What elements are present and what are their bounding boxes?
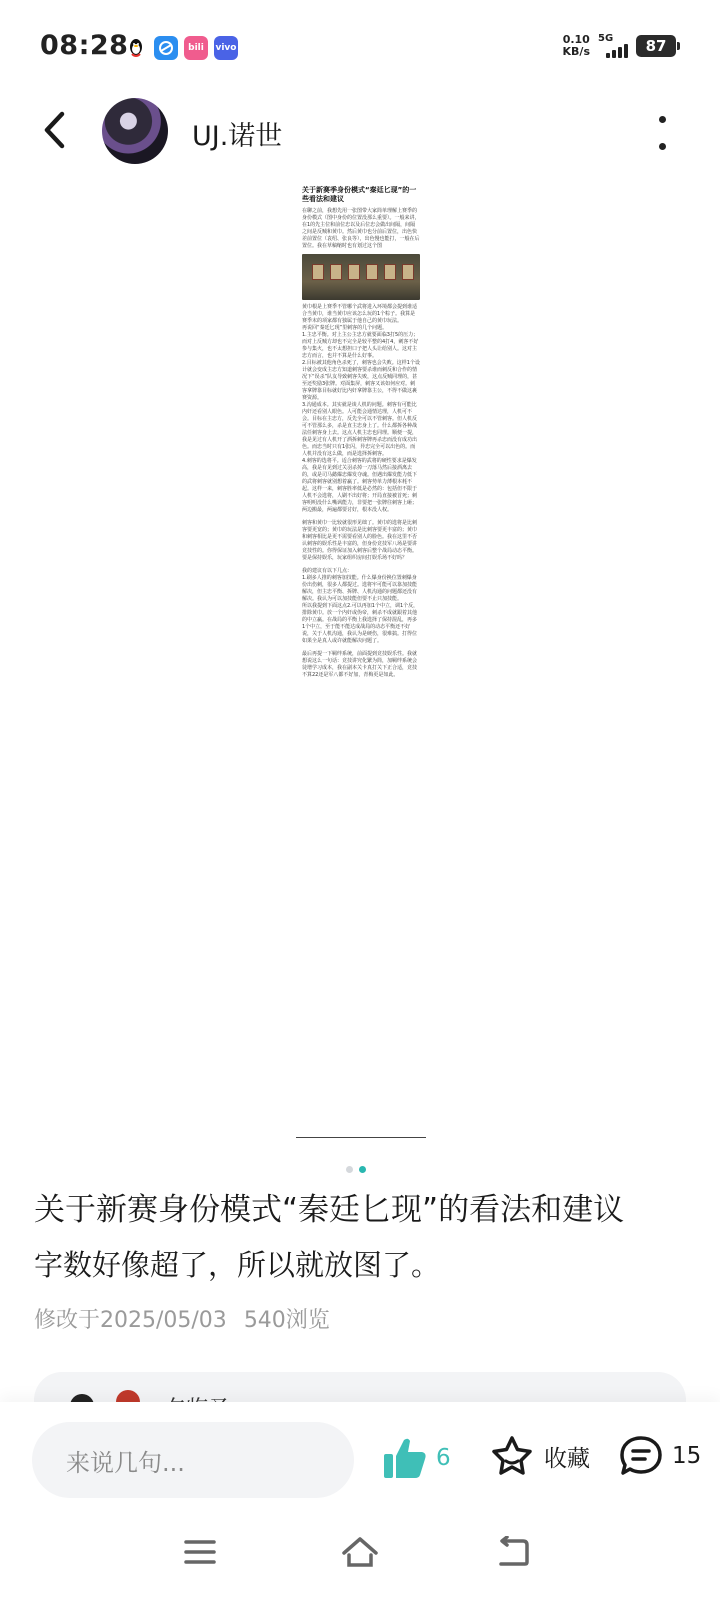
- network-type: 5G: [598, 33, 614, 44]
- comments-button[interactable]: [618, 1434, 701, 1478]
- system-nav-bar: [0, 1518, 720, 1600]
- signal-indicator: [598, 34, 628, 58]
- net-speed: [563, 34, 590, 58]
- image-paragraph: 最后再提一下羁绊系统，前面提到竞技娱乐性。我就想说这么一句话：竞技讲究化繁为简，加羁绊系统会徒增学习成本，我在副本关卡真打关下正合适，竞技不算22还是军八都不好加，青梅更是如此。: [302, 651, 418, 678]
- browser-icon: [154, 36, 178, 60]
- image-paragraph: 3.沟通成本。其实就是谈人机的问题。刺客有可能比内奸还看别人眼色。人可能会通情达理，人机可不会。目标在主忠方，反先全可以不管刺客。但人机反可不管那么多，杀是直主忠身上了。什么都拆各种战法任刺客身上去。这点人机主忠也同理。顺便一提，我是见过有人机开了酒拆刺客牌再杀忠而没有成功出色。而忠当时只有1张闪，异忠完全可以出色的。而人机并没有这么做，而是选择拆刺客。: [302, 402, 418, 457]
- pagination-dot-active: [359, 1166, 366, 1173]
- status-app-icons: [124, 36, 238, 60]
- thumbs-up-icon: [382, 1436, 428, 1480]
- pagination-dot: [346, 1166, 353, 1173]
- image-paragraph: 1.主忠平衡。对上主公主忠方就要面临3打5的压力；而对上反贼方却也不完全是较平整的4打4，刺客不好参与集火，也不太想担口子把人头让给别人。这对主忠方而言，也并不算是什么好事。: [302, 332, 419, 359]
- image-paragraph: 2.目标被其他角色杀死了，刺客也会失败。这样1个设计就会变成主忠方知道刺客要杀谁而刺反和合作的情况下“误杀”队友导致刺客失败，这点反贼同理的，甚至还奖励3张牌。对面集屏，刺客又该如何应对。刺客拿牌靠目标就好比内奸拿牌靠主公，不得不做这裹赛资源。: [302, 360, 420, 401]
- status-bar: [0, 0, 720, 96]
- post-body: 字数好像超了，所以就放图了。: [34, 1248, 441, 1282]
- post-title: 关于新赛身份模式“秦廷匕现”的看法和建议: [34, 1192, 625, 1228]
- image-paragraph: 1.刷多人推的刺客加技能。什么爆身份换位置刺爆身份出伤刺，很多人都提过。选将牢可能可以靠加技能解决，但主忠平衡、拆牌、人机沟通的问题都还没有解决。我认为可以加技能但要不止只加技能。: [302, 575, 418, 602]
- return-icon: [493, 1536, 531, 1568]
- net-speed-value: 0.10: [562, 33, 590, 46]
- image-paragraph: 刺客和黄巾一比较就很形见绌了。黄巾的选将是比刺客要更宽的；黄巾的玩法是比刺客要更丰富的；黄巾和刺客相比是更不需要看别人的脸色。我在这里不否认刺客的娱乐性是丰富的，但身份竞技军八场是要讲竞技性的。你得保证加入刺客后整个战局动态平衡。要是保持娱乐，玩家组织房间打娱乐场不好吗？: [302, 520, 418, 561]
- username[interactable]: UJ.诺世: [192, 121, 283, 152]
- status-time: 08:28: [40, 30, 129, 61]
- post-modified-date: 修改于2025/05/03: [34, 1308, 227, 1333]
- menu-icon: [183, 1538, 217, 1566]
- qq-penguin-icon: [124, 36, 148, 60]
- image-paragraph: 再说回“秦廷匕现”里刺客的几个问题。: [302, 325, 388, 331]
- battery-level: 87: [645, 37, 667, 55]
- avatar[interactable]: [102, 98, 168, 164]
- like-button[interactable]: [382, 1436, 451, 1480]
- post-image[interactable]: [296, 180, 426, 1138]
- bottom-action-bar: [0, 1402, 720, 1518]
- game-screenshot-thumbnail: [302, 254, 420, 300]
- image-paragraph: 我的建议有以下几点：: [302, 568, 353, 574]
- image-paragraph: 黄巾根是上赛季不管哪个武将进入环境都会提到谁适合当黄巾，谁当黄巾应该怎么玩的1个粽子。我算是赛季末的项家都有独属于他自己的黄巾玩法。: [302, 304, 418, 324]
- chevron-left-icon: [42, 111, 66, 149]
- post-header: [0, 90, 720, 170]
- comment-input[interactable]: [32, 1422, 354, 1498]
- comment-count: 15: [672, 1443, 702, 1469]
- star-icon: [490, 1434, 534, 1478]
- vivo-text: vivo: [215, 43, 237, 53]
- menu-nav-button[interactable]: [178, 1532, 222, 1572]
- image-paragraph: 在聊之前，我想先用一张图带大家简单理解上赛季的身份模式（图中身份的位置没那么重要）。一般来讲，在1的先主位和前位忠以及后位忠会做出间隔，间隔之间是反贼和黄巾。然后黄巾也分前后置位，出色快差前置位（袁绍、张良等），出色慢也能打，一般在后置位。我在草稿缩时也有划过这个图: [302, 208, 420, 249]
- favorite-button[interactable]: [490, 1434, 590, 1478]
- image-paragraph: 所以我提到下面这点2.可以再加1个中立，调1个反，排除黄巾。放一个内奸或伪帝，刺杀不成就跟着其他的中立赢。在战局的平衡上我选择了保持混乱，再多1个中立，至于能不能达成战局的动态平衡还不好说，关于人机沟通，我认为是硬伤，很难搞。打得位如果全是真人或许就能解决问题了。: [302, 603, 419, 644]
- net-speed-unit: KB/s: [562, 45, 590, 58]
- bilibili-icon: [184, 36, 208, 60]
- bilibili-text: bili: [188, 43, 204, 53]
- vivo-icon: [214, 36, 238, 60]
- image-title: 关于新赛季身份模式“秦廷匕现”的一些看法和建议: [302, 186, 417, 203]
- favorite-label: 收藏: [544, 1445, 590, 1472]
- comment-bubble-icon: [618, 1434, 664, 1478]
- like-count: 6: [436, 1445, 451, 1471]
- comment-input-placeholder: 来说几句...: [66, 1448, 185, 1477]
- more-options-icon[interactable]: [654, 116, 670, 150]
- post-view-count: 540浏览: [243, 1308, 330, 1333]
- image-paragraph: 4.刺客的选将平。适合刺客的武将的硬性要求是爆发高，我是有见到过关羽杀掉一刀落马然后接酒离去的，或是司马懿爆忠爆发夺魂。但遇出爆发能力低下的武将刺客就别想着赢了。刺客势单力薄根本耗不起。这样一来，刺客胜率低是必然的：包括但不限于人机不会选将，人刷不出好将；开局直接被首死；刺客明明没什么嘴讽能力，非要把一张牌往刺客上砸；两边搬最，两遍都要讨好，根本没人权。: [302, 458, 418, 513]
- post-meta: [34, 1303, 330, 1334]
- back-button[interactable]: [34, 108, 74, 152]
- status-right: [563, 34, 676, 58]
- home-icon: [340, 1535, 380, 1569]
- image-pagination: [346, 1166, 366, 1173]
- back-nav-button[interactable]: [490, 1532, 534, 1572]
- home-nav-button[interactable]: [338, 1532, 382, 1572]
- battery-icon: [636, 35, 676, 57]
- signal-bars-icon: [606, 44, 628, 58]
